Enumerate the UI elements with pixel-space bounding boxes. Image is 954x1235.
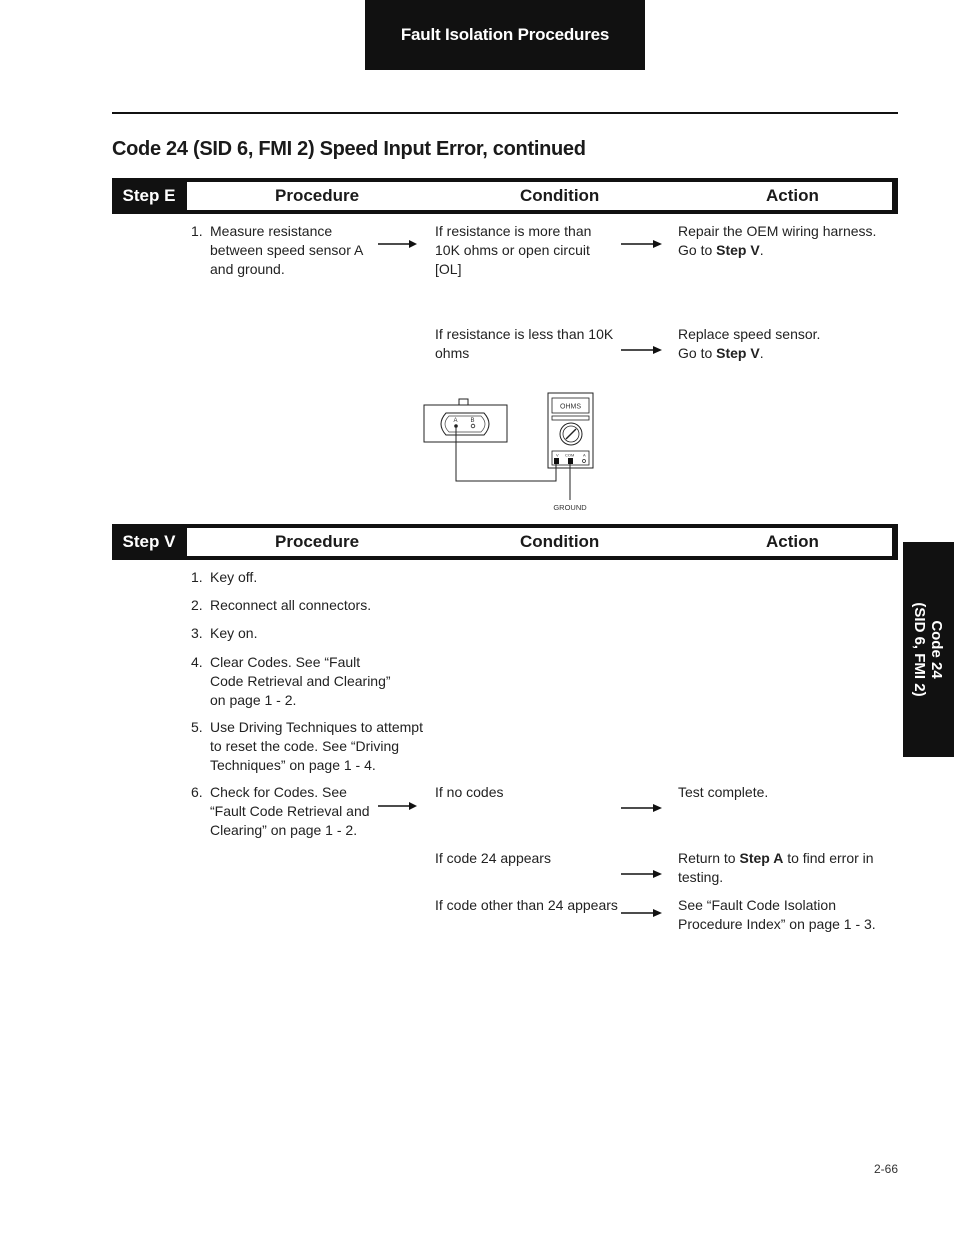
step-reference: Step V [716,242,760,258]
section-side-tab [903,542,954,757]
condition-text: If code 24 appears [435,850,551,866]
procedure-text: Key on. [210,625,258,641]
section-header-tab: Fault Isolation Procedures [365,0,645,70]
resistance-test-diagram [420,388,610,516]
procedure-text: Clear Codes. See “Fault Code Retrieval and Clearing” on page 1 - 2. [210,654,391,708]
meter-ohms-label: OHMS [560,403,581,411]
procedure-text: Measure resistance between speed sensor A and ground. [210,223,364,277]
pin-a-label: A [453,418,458,424]
procedure-number: 6. [191,784,203,800]
action-text: See “Fault Code Isolation Procedure Index” on page 1 - 3. [678,897,876,932]
action-text: Replace speed sensor. Go to Step V. [678,326,821,361]
condition-text: If no codes [435,784,504,800]
page-number: 2-66 [874,1162,899,1176]
arrow-right-icon [621,868,663,880]
arrow-right-icon [378,800,418,812]
condition-text: If code other than 24 appears [435,897,618,913]
condition-column-header: Condition [520,532,600,551]
action-text: Return to Step A to find error in testing. [678,850,874,885]
procedure-text: Use Driving Techniques to attempt to reset the code. See “Driving Techniques” on page 1 - 4. [210,719,423,773]
arrow-right-icon [378,238,418,250]
side-tab-code: Code 24 [928,620,946,679]
procedure-number: 3. [191,625,203,641]
procedure-number: 1. [191,569,203,585]
condition-text: If resistance is less than 10K ohms [435,326,614,361]
side-tab-sid-fmi: (SID 6, FMI 2) [911,602,929,697]
multimeter-icon [548,393,593,468]
header-rule [112,112,898,114]
speed-sensor-connector-icon [424,399,507,442]
condition-text: If resistance is more than 10K ohms or open circuit [OL] [435,223,592,277]
step-reference: Step V [716,345,760,361]
arrow-right-icon [621,802,663,814]
step-e-header [112,178,898,214]
procedure-number: 1. [191,223,203,239]
procedure-text: Key off. [210,569,258,585]
jack-a-label: A [583,452,586,458]
action-column-header: Action [766,186,819,205]
page-title: Code 24 (SID 6, FMI 2) Speed Input Error, continued [112,138,586,160]
jack-v-label: V [556,452,559,458]
action-text: Test complete. [678,784,769,800]
arrow-right-icon [621,907,663,919]
jack-com-label: COM [565,452,575,458]
step-v-header [112,524,898,560]
procedure-text: Check for Codes. See “Fault Code Retrieval and Clearing” on page 1 - 2. [210,784,370,838]
step-v-label: Step V [122,532,176,551]
action-text: Repair the OEM wiring harness. Go to Step V. [678,223,877,258]
procedure-number: 4. [191,654,203,670]
action-column-header: Action [766,532,819,551]
procedure-column-header: Procedure [275,532,360,551]
step-reference: Step A [739,850,784,866]
step-e-column-headers [187,182,892,210]
procedure-number: 5. [191,719,203,735]
arrow-right-icon [621,238,663,250]
step-e-label: Step E [122,186,176,205]
step-v-column-headers [187,528,892,556]
arrow-right-icon [621,344,663,356]
ground-label: GROUND [553,503,587,512]
procedure-number: 2. [191,597,203,613]
procedure-column-header: Procedure [275,186,360,205]
condition-column-header: Condition [520,186,600,205]
pin-b-label: B [470,418,475,424]
procedure-text: Reconnect all connectors. [210,597,372,613]
